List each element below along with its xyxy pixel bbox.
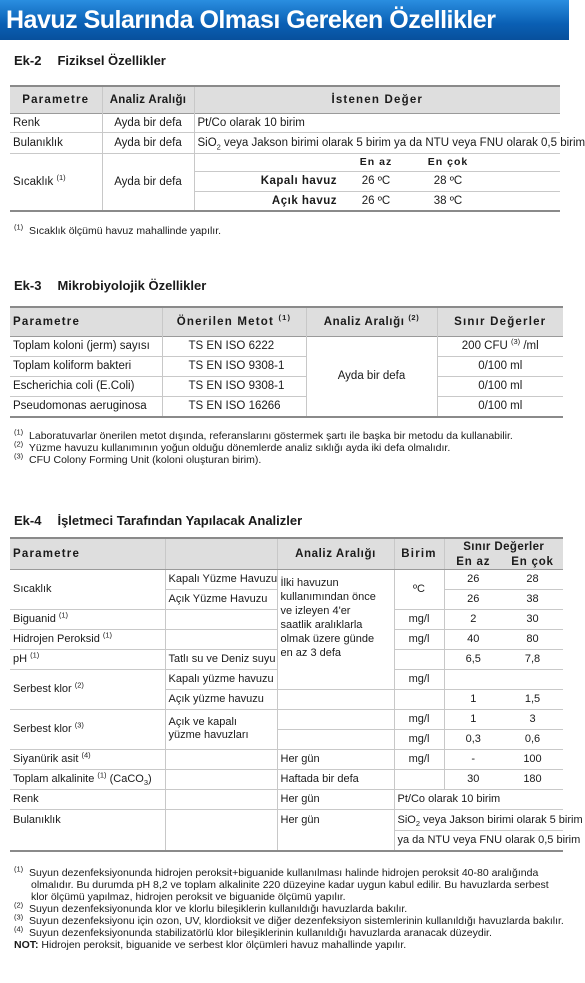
ek3-row-ecoli [10,376,563,396]
ek4-row-siyanurik [10,749,563,769]
ek2-table [10,85,585,212]
ek2-code: Ek-2 [14,53,42,68]
ek4-hidrojen-unit: mg/l [394,629,444,649]
ek4-header-unit: Birim [394,538,444,569]
ek3-header-interval: Analiz Aralığı $^{(2)}$ [306,307,437,336]
ek4-serbest2-acik-sub: Açık yüzme havuzu [165,689,277,709]
ek2-note-1: $^{(1)}$ Sıcaklık ölçümü havuz mahallinde yapılır. [14,222,222,237]
ek4-siyanurik-min: - [444,749,502,769]
ek4-renk-value: Pt/Co olarak 10 birim [394,789,563,809]
ek4-siyanurik-param: Siyanürik asit $^{(4)}$ [13,750,91,765]
ek3-koliform-method: TS EN ISO 9308-1 [162,356,306,376]
ek2-temp-acik-min: 26 ºC [361,194,391,207]
ek2-notes [14,222,222,237]
ek4-header-interval: Analiz Aralığı [277,538,394,569]
ek4-note-4: $^{(4)}$ Suyun dezenfeksiyonunda stabilizatörlü klor bileşiklerinin kullanıldığı havuzlarda aranacak düzeydir. [14,924,492,939]
ek4-serbest3-param: Serbest klor $^{(3)}$ [10,709,165,749]
ek3-pseudomonas-limit: 0/100 ml [437,396,563,417]
ek4-serbest2-kapali-unit: mg/l [394,669,444,689]
ek4-header-min: En az [444,555,502,569]
ek3-title: Mikrobiyolojik Özellikler [57,278,207,293]
ek4-renk-interval: Her gün [277,789,394,809]
ek4-serbest3-a-max: 3 [529,713,536,725]
ek3-code: Ek-3 [14,278,42,293]
ek3-koloni-param: Toplam koloni (jerm) sayısı [13,340,150,352]
ek4-header-row-1 [10,538,563,555]
ek4-sicaklik-acik-max: 38 [526,593,539,605]
ek2-title: Fiziksel Özellikler [57,53,166,68]
ek4-sicaklik-kapali-max: 28 [526,573,539,585]
page-banner-title: Havuz Sularında Olması Gereken Özellikler [0,0,569,40]
ek2-header-row [10,86,560,113]
ek4-sicaklik-param: Sıcaklık [10,569,165,609]
ek2-section-title [14,53,166,68]
ek2-bulaniklik-interval: Ayda bir defa [102,132,194,153]
ek4-sicaklik-kapali-sub: Kapalı Yüzme Havuzu [165,569,277,589]
ek2-renk-interval: Ayda bir defa [102,113,194,132]
ek4-serbest3-b-min: 0,3 [444,729,502,749]
ek2-bulaniklik-value: SiO$_2$ veya Jakson birimi olarak 5 birim ya da NTU veya FNU olarak 0,5 birim [194,132,560,153]
ek4-table [10,537,583,852]
ek4-bulaniklik-interval: Her gün [277,809,394,851]
ek4-alkalinite-max: 180 [523,773,542,785]
ek3-note-1: $^{(1)}$ Laboratuvarlar önerilen metot dışında, referanslarını göstermek şartı ile başka bir metodu da kullanabilir. [14,427,513,442]
ek2-temp-kapali-min: 26 ºC [361,175,391,187]
ek4-hidrojen-min: 40 [444,629,502,649]
ek4-serbest3-a-min: 1 [444,709,502,729]
ek3-koliform-param: Toplam koliform bakteri [13,360,132,372]
ek3-header-limits: Sınır Değerler [437,307,563,336]
ek2-temp-header-row [10,153,560,171]
ek4-serbest2-acik-min: 1 [444,689,502,709]
ek3-row-pseudomonas [10,396,563,417]
ek4-siyanurik-unit: mg/l [394,749,444,769]
ek2-temp-col-min: En az [359,156,393,168]
ek3-koloni-limit: 200 CFU $^{(3)}$ /ml [437,336,563,356]
ek4-serbest2-kapali-min [444,669,502,689]
ek4-biguanid-unit: mg/l [394,609,444,629]
ek4-serbest3-b-max: 0,6 [524,733,541,745]
ek2-row-bulaniklik [10,132,560,153]
ek4-header-limits: Sınır Değerler [444,538,563,555]
ek2-row-renk [10,113,560,132]
ek4-sicaklik-acik-min: 26 [444,589,502,609]
ek3-notes [14,427,513,466]
ek3-pseudomonas-param: Pseudomonas aeruginosa [13,400,147,413]
ek2-renk-param: Renk [13,116,40,129]
ek3-koloni-method: TS EN ISO 6222 [162,336,306,356]
ek2-header-interval: Analiz Aralığı [102,86,194,113]
ek4-notes [14,864,564,951]
ek4-bulaniklik-value: SiO$_2$ veya Jakson birimi olarak 5 birim [394,809,563,830]
ek4-header-param: Parametre [10,538,165,569]
ek4-serbest3-sub: Açık ve kapalı yüzme havuzları [165,709,277,749]
ek4-note-1: $^{(1)}$ Suyun dezenfeksiyonunda hidrojen peroksit+biguanide kullanılması halinde hidrojen peroksit 40-80 aralığında [14,864,539,879]
ek4-serbest2-kapali-sub: Kapalı yüzme havuzu [165,669,277,689]
ek4-hidrojen-param: Hidrojen Peroksid $^{(1)}$ [13,630,113,645]
ek3-ecoli-method: TS EN ISO 9308-1 [162,376,306,396]
ek4-row-serbest3-a [10,709,563,729]
ek3-pseudomonas-method: TS EN ISO 16266 [162,396,306,417]
ek3-header-row [10,307,563,336]
ek4-siyanurik-interval: Her gün [277,749,394,769]
ek4-ph-sub: Tatlı su ve Deniz suyu [165,649,277,669]
ek2-header-param: Parametre [10,86,102,113]
ek4-row-renk [10,789,563,809]
ek2-temp-col-max: En çok [427,156,469,168]
ek4-title: İşletmeci Tarafından Yapılacak Analizler [57,513,303,528]
ek4-header-max: En çok [502,555,563,569]
ek2-temp-param: Sıcaklık $^{(1)}$ [10,153,102,211]
ek4-row-bulaniklik [10,809,563,830]
ek3-ecoli-limit: 0/100 ml [437,376,563,396]
ek2-temp-acik-max: 38 ºC [433,194,463,207]
ek4-note-2: $^{(2)}$ Suyun dezenfeksiyonunda klor ve klorlu bileşiklerin kullanıldığı havuzlarda bakılır. [14,900,408,915]
ek3-note-2: $^{(2)}$ Yüzme havuzu kullanımının yoğun olduğu dönemlerde analiz sıklığı ayda iki defa olmalıdır. [14,439,451,454]
ek3-row-koliform [10,356,563,376]
ek4-code: Ek-4 [14,513,42,528]
ek4-ph-param: pH $^{(1)}$ [13,650,40,665]
ek3-interval-value: Ayda bir defa [306,336,437,417]
ek4-alkalinite-min: 30 [444,769,502,789]
ek3-row-koloni [10,336,563,356]
ek4-interval-block: İlki havuzun kullanımından önce ve izleyen 4'er saatlik aralıklarla olmak üzere günde en az 3 defa [277,569,394,689]
ek4-serbest2-param: Serbest klor $^{(2)}$ [10,669,165,709]
ek2-bulaniklik-param: Bulanıklık [13,136,63,149]
ek4-sicaklik-unit: ºC [394,569,444,609]
ek4-serbest2-acik-max: 1,5 [524,693,541,705]
ek3-table [10,306,563,418]
ek2-temp-kapali-max: 28 ºC [433,175,463,187]
ek4-note-1-line2: olmalıdır. Bu durumda pH 8,2 ve toplam alkalinite 220 düzeyine kadar uygun kabul edilir. Bu havuzlarda serbest [31,879,549,891]
ek4-alkalinite-interval: Haftada bir defa [277,769,394,789]
ek4-biguanid-param: Biguanid $^{(1)}$ [13,610,69,625]
ek4-serbest3-b-unit: mg/l [394,729,444,749]
ek3-note-3: $^{(3)}$ CFU Colony Forming Unit (koloni oluşturan birim). [14,451,262,466]
ek4-renk-param: Renk [13,793,39,805]
ek4-siyanurik-max: 100 [523,753,542,765]
ek3-section-title [14,278,206,293]
ek4-row-alkalinite [10,769,563,789]
ek4-hidrojen-max: 80 [526,633,539,645]
ek2-renk-value: Pt/Co olarak 10 birim [194,113,560,132]
ek2-temp-interval: Ayda bir defa [102,153,194,211]
ek4-biguanid-max: 30 [526,613,539,625]
ek2-temp-kapali-label: Kapalı havuz [194,171,340,191]
ek3-koliform-limit: 0/100 ml [437,356,563,376]
ek4-section-title [14,513,302,528]
ek4-sicaklik-acik-sub: Açık Yüzme Havuzu [165,589,277,609]
ek3-header-method: Önerilen Metot $^{(1)}$ [162,307,306,336]
ek4-final-note: NOT: Hidrojen peroksit, biguanide ve serbest klor ölçümleri havuz mahallinde yapılır. [14,939,407,951]
ek4-sicaklik-kapali-min: 26 [444,569,502,589]
ek4-biguanid-min: 2 [444,609,502,629]
ek4-ph-min: 6,5 [444,649,502,669]
ek4-bulaniklik-param: Bulanıklık [10,809,165,851]
ek4-serbest3-a-unit: mg/l [394,709,444,729]
ek4-row-sicaklik-kapali [10,569,563,589]
ek4-alkalinite-param: Toplam alkalinite $^{(1)}$ (CaCO$_3$) [13,770,152,788]
ek2-header-value: İstenen Değer [194,86,560,113]
ek4-serbest2-acik-unit [394,689,444,709]
ek3-ecoli-param: Escherichia coli (E.Coli) [13,380,135,392]
ek4-note-3: $^{(3)}$ Suyun dezenfeksiyonu için ozon, UV, klordioksit ve diğer dezenfeksiyon sistemlerinin kullanıldığı havuzlarda bakılır. [14,912,564,927]
ek3-header-param: Parametre [10,307,162,336]
ek2-temp-acik-label: Açık havuz [194,191,340,211]
ek4-bulaniklik-value-line2: ya da NTU veya FNU olarak 0,5 birim [394,830,563,851]
ek4-serbest2-kapali-max [502,669,563,689]
ek4-note-1-line3: klor ölçümü yapılmaz, hidrojen peroksit ve biguanide ölçümü yapılır. [31,891,346,903]
ek4-ph-max: 7,8 [524,653,541,665]
